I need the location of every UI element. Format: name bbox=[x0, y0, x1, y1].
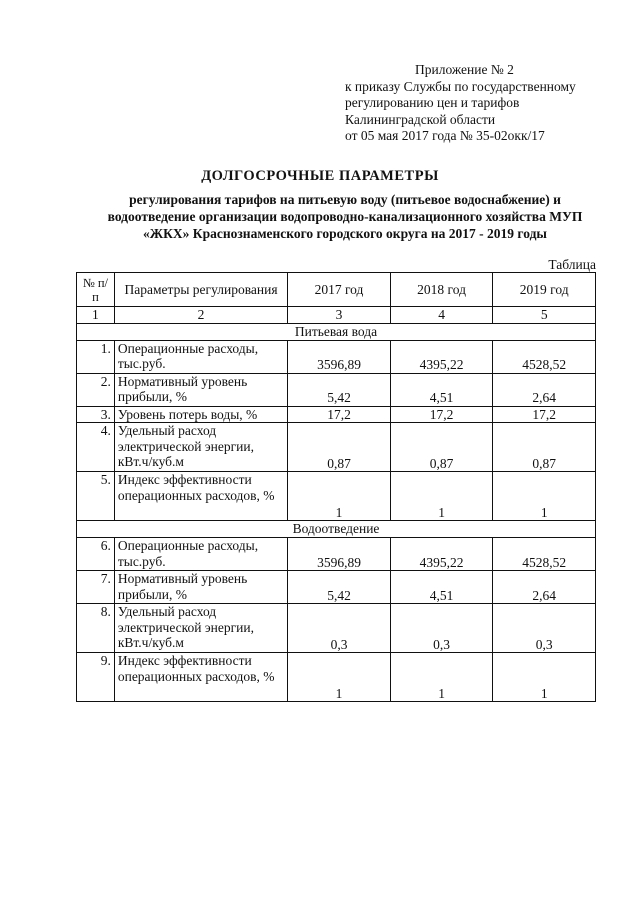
value-2019-cell: 17,2 bbox=[493, 406, 596, 423]
parameter-cell: Уровень потерь воды, % bbox=[114, 406, 287, 423]
value-2018-cell: 0,3 bbox=[390, 604, 493, 653]
value-2019-cell: 0,87 bbox=[493, 423, 596, 472]
row-number-cell: 7. bbox=[77, 571, 115, 604]
appendix-line: Приложение № 2 bbox=[415, 62, 514, 77]
document-subtitle: регулирования тарифов на питьевую воду (питьевое водоснабжение) и водоотведение организации водопроводно-канализационного хозяйства МУП «ЖКХ» Краснознаменского городского округа на 2017 - 2019 годы bbox=[107, 192, 583, 241]
table-header-row bbox=[77, 273, 596, 307]
section-header-row bbox=[77, 323, 596, 340]
section-title: Питьевая вода bbox=[77, 323, 596, 340]
parameter-cell: Операционные расходы, тыс.руб. bbox=[114, 538, 287, 571]
appendix-line: регулированию цен и тарифов bbox=[345, 95, 520, 110]
table-row bbox=[77, 423, 596, 472]
section-title: Водоотведение bbox=[77, 521, 596, 538]
appendix-block bbox=[345, 62, 576, 145]
column-number-cell: 3 bbox=[288, 307, 391, 324]
appendix-line: от 05 мая 2017 года № 35-02окк/17 bbox=[345, 128, 545, 143]
row-number-cell: 9. bbox=[77, 653, 115, 702]
value-2018-cell: 1 bbox=[390, 653, 493, 702]
header-cell: № п/п bbox=[77, 273, 115, 307]
appendix-line: Калининградской области bbox=[345, 111, 496, 127]
value-2017-cell: 3596,89 bbox=[288, 340, 391, 373]
row-number-cell: 3. bbox=[77, 406, 115, 423]
parameter-cell: Операционные расходы, тыс.руб. bbox=[114, 340, 287, 373]
value-2019-cell: 2,64 bbox=[493, 571, 596, 604]
row-number-cell: 4. bbox=[77, 423, 115, 472]
value-2018-cell: 4395,22 bbox=[390, 340, 493, 373]
column-number-cell: 1 bbox=[77, 307, 115, 324]
column-number-cell: 2 bbox=[114, 307, 287, 324]
value-2018-cell: 17,2 bbox=[390, 406, 493, 423]
value-2018-cell: 0,87 bbox=[390, 423, 493, 472]
column-number-cell: 4 bbox=[390, 307, 493, 324]
value-2018-cell: 4395,22 bbox=[390, 538, 493, 571]
value-2017-cell: 5,42 bbox=[288, 571, 391, 604]
value-2017-cell: 0,87 bbox=[288, 423, 391, 472]
value-2019-cell: 4528,52 bbox=[493, 340, 596, 373]
value-2019-cell: 1 bbox=[493, 653, 596, 702]
row-number-cell: 2. bbox=[77, 373, 115, 406]
appendix-line: к приказу Службы по государственному bbox=[345, 78, 576, 94]
value-2018-cell: 1 bbox=[390, 472, 493, 521]
table-caption: Таблица bbox=[548, 257, 596, 272]
row-number-cell: 6. bbox=[77, 538, 115, 571]
value-2018-cell: 4,51 bbox=[390, 571, 493, 604]
header-cell: 2018 год bbox=[390, 273, 493, 307]
table-row bbox=[77, 472, 596, 521]
parameter-cell: Индекс эффективности операционных расходов, % bbox=[114, 653, 287, 702]
value-2017-cell: 0,3 bbox=[288, 604, 391, 653]
value-2017-cell: 1 bbox=[288, 472, 391, 521]
value-2017-cell: 1 bbox=[288, 653, 391, 702]
value-2019-cell: 1 bbox=[493, 472, 596, 521]
row-number-cell: 8. bbox=[77, 604, 115, 653]
table-row bbox=[77, 653, 596, 702]
table-row bbox=[77, 340, 596, 373]
parameter-cell: Нормативный уровень прибыли, % bbox=[114, 373, 287, 406]
value-2017-cell: 3596,89 bbox=[288, 538, 391, 571]
table-row bbox=[77, 604, 596, 653]
parameter-cell: Нормативный уровень прибыли, % bbox=[114, 571, 287, 604]
table-row bbox=[77, 373, 596, 406]
value-2017-cell: 5,42 bbox=[288, 373, 391, 406]
value-2019-cell: 4528,52 bbox=[493, 538, 596, 571]
parameter-cell: Индекс эффективности операционных расходов, % bbox=[114, 472, 287, 521]
row-number-cell: 5. bbox=[77, 472, 115, 521]
column-number-row bbox=[77, 307, 596, 324]
value-2019-cell: 0,3 bbox=[493, 604, 596, 653]
column-number-cell: 5 bbox=[493, 307, 596, 324]
document-title: ДОЛГОСРОЧНЫЕ ПАРАМЕТРЫ bbox=[201, 168, 439, 184]
header-cell: 2017 год bbox=[288, 273, 391, 307]
section-header-row bbox=[77, 521, 596, 538]
parameters-table-body bbox=[77, 273, 596, 702]
table-row bbox=[77, 571, 596, 604]
table-row bbox=[77, 406, 596, 423]
header-cell: 2019 год bbox=[493, 273, 596, 307]
value-2018-cell: 4,51 bbox=[390, 373, 493, 406]
parameters-table bbox=[76, 272, 596, 702]
table-row bbox=[77, 538, 596, 571]
header-cell: Параметры регулирования bbox=[114, 273, 287, 307]
value-2017-cell: 17,2 bbox=[288, 406, 391, 423]
row-number-cell: 1. bbox=[77, 340, 115, 373]
parameter-cell: Удельный расход электрической энергии, кВт.ч/куб.м bbox=[114, 423, 287, 472]
value-2019-cell: 2,64 bbox=[493, 373, 596, 406]
parameter-cell: Удельный расход электрической энергии, кВт.ч/куб.м bbox=[114, 604, 287, 653]
